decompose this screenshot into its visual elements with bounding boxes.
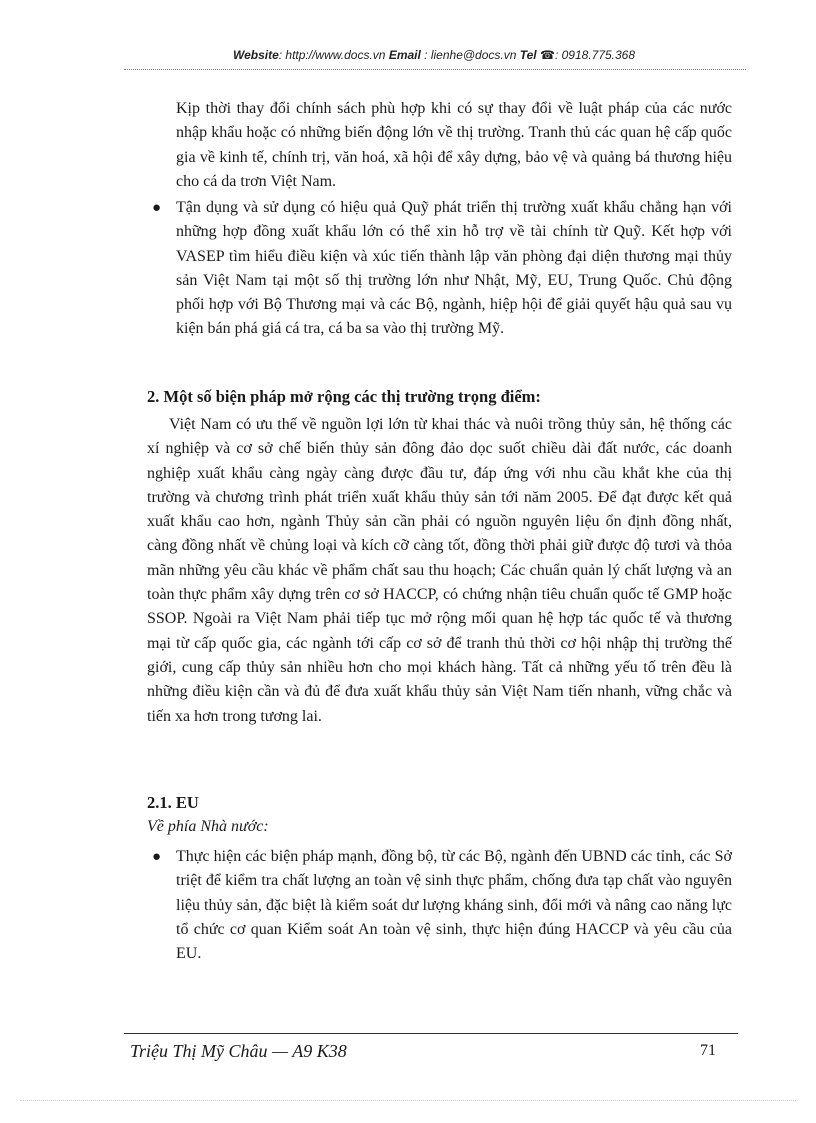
subheading-state: Về phía Nhà nước: <box>147 818 269 835</box>
section-heading-2: 2. Một số biện pháp mở rộng các thị trường trọng điểm: <box>147 387 541 406</box>
tel-number: : 0918.775.368 <box>554 48 636 62</box>
phone-icon: ☎ <box>540 48 555 62</box>
bottom-border <box>20 1100 796 1101</box>
bullet-icon: ● <box>152 200 162 216</box>
bullet-item-quality: Thực hiện các biện pháp mạnh, đồng bộ, từ các Bộ, ngành đến UBND các tỉnh, các Sở triệt để kiểm tra chất lượng an toàn vệ sinh thực phẩm, chống đưa tạp chất vào nguyên liệu thủy sản, đặc biệt là kiểm soát dư lượng kháng sinh, đổi mới và nâng cao năng lực tổ chức cơ quan Kiểm soát An toàn vệ sinh, thực hiện đúng HACCP và yêu cầu của EU. <box>176 848 732 963</box>
email-label: Email <box>388 48 421 62</box>
tel-label: Tel <box>519 48 537 62</box>
header-divider <box>124 69 746 70</box>
website-url[interactable]: : http://www.docs.vn <box>278 48 386 62</box>
page-header <box>124 48 744 62</box>
bullet-item-fund: Tận dụng và sử dụng có hiệu quả Quỹ phát triển thị trường xuất khẩu chẳng hạn với những hợp đồng xuất khẩu lớn có thể xin hỗ trợ về tài chính từ Quỹ. Kết hợp với VASEP tìm hiểu điều kiện và xúc tiến thành lập văn phòng đại diện thương mại thủy sản Việt Nam tại một số thị trường lớn như Nhật, Mỹ, EU, Trung Quốc. Chủ động phối hợp với Bộ Thương mại và các Bộ, ngành, hiệp hội để giải quyết hậu quả sau vụ kiện bán phá giá cá tra, cá ba sa vào thị trường Mỹ. <box>176 199 732 338</box>
footer-divider <box>124 1033 738 1034</box>
paragraph-policy: Kịp thời thay đổi chính sách phù hợp khi có sự thay đổi về luật pháp của các nước nhập khẩu hoặc có những biến động lớn về thị trường. Tranh thủ các quan hệ cấp quốc gia về kinh tế, chính trị, văn hoá, xã hội để xây dựng, bảo vệ và quảng bá thương hiệu cho cá da trơn Việt Nam. <box>176 100 732 190</box>
website-label: Website <box>232 48 279 62</box>
bullet-icon: ● <box>152 849 162 865</box>
section-heading-2-1: 2.1. EU <box>147 793 199 812</box>
page-number: 71 <box>700 1042 716 1059</box>
footer-author: Triệu Thị Mỹ Châu — A9 K38 <box>130 1041 347 1061</box>
paragraph-markets: Việt Nam có ưu thế về nguồn lợi lớn từ khai thác và nuôi trồng thủy sản, hệ thống các xí nghiệp và cơ sở chế biến thủy sản đông đảo dọc suốt chiều dài đất nước, các doanh nghiệp xuất khẩu càng ngày càng được đầu tư, đáp ứng với nhu cầu khắt khe của thị trường và chương trình phát triển xuất khẩu thủy sản tới năm 2005. Để đạt được kết quả xuất khẩu cao hơn, ngành Thủy sản cần phải có nguồn nguyên liệu ổn định đồng nhất, càng đồng nhất về chủng loại và kích cỡ càng tốt, đồng thời phải giữ được độ tươi và thỏa mãn những yêu cầu khác về phẩm chất sau thu hoạch; Các chuẩn quản lý chất lượng và an toàn thực phẩm xây dựng trên cơ sở HACCP, có chứng nhận tiêu chuẩn quốc tế GMP hoặc SSOP. Ngoài ra Việt Nam phải tiếp tục mở rộng mối quan hệ hợp tác quốc tế và thương mại từ cấp quốc gia, các ngành tới cấp cơ sở để tranh thủ thời cơ hội nhập thị trường thế giới, cung cấp thủy sản nhiều hơn cho mọi khách hàng. Tất cả những yếu tố trên đều là những điều kiện cần và đủ để đưa xuất khẩu thủy sản Việt Nam tiến nhanh, vững chắc và tiến xa hơn trong tương lai. <box>147 416 732 725</box>
email-address[interactable]: : lienhe@docs.vn <box>424 48 517 62</box>
